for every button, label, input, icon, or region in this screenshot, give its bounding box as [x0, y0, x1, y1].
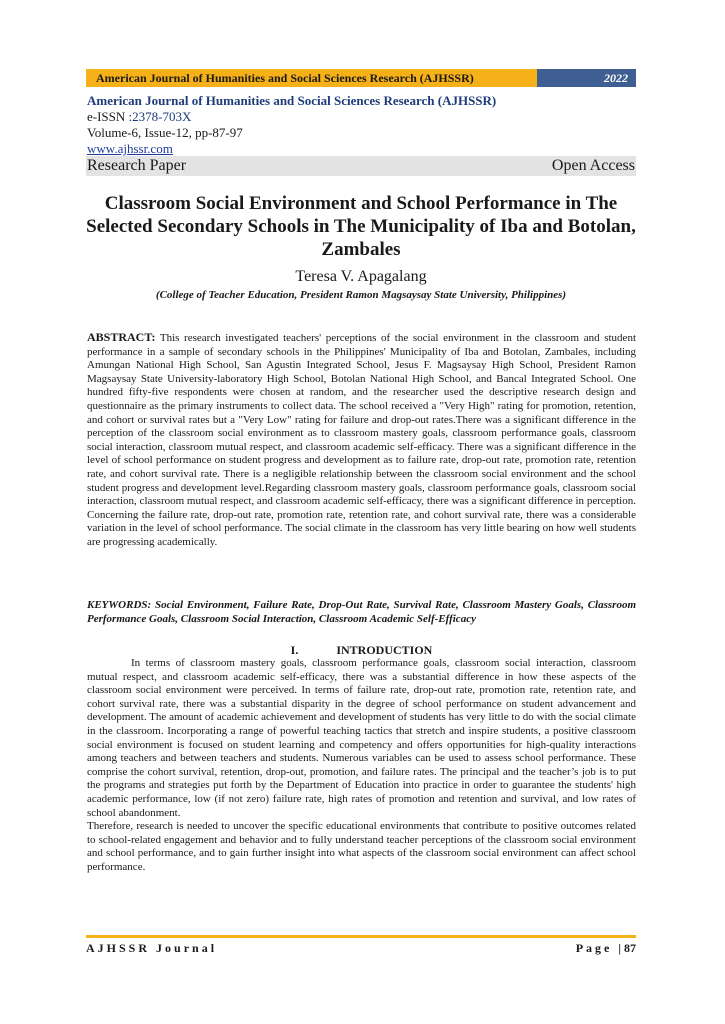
journal-bar-year: 2022 — [537, 69, 636, 87]
intro-paragraph-1: In terms of classroom mastery goals, classroom performance goals, classroom social interaction, classroom mutual respect, and classroom academic self-efficacy, there was a substantial difference in how these aspects of the classroom social environment were perceived. In terms of failure rate, drop-out rate, promotion rate, retention rate, and cohort survival rate, there was a substantial disparity in the degree of school performance on student advancement and development. The amount of academic achievement and development of students has very little to do with the social climate in the classroom. Incorporating a range of powerful teaching tactics that stretch and inspire students, a positive classroom social environment is focused on student learning and competency and offers opportunities for high-quality interactions among teachers and between teachers and students. Numerous variables can be used to assess school performance. These comprise the cohort survival, retention, drop-out, promotion, and failure rates. The principal and the teacher’s job is to put the programs and strategies put forth by the Department of Education into practice in order to guarantee the students' high academic performance, low (if not zero) failure rate, high rates of promotion and retention and survival, and low rates of school abandonment. — [87, 657, 636, 819]
intro-paragraph-2: Therefore, research is needed to uncover the specific educational environments that contribute to positive outcomes related to school-related engagement and behavior and to fully understand teacher perceptions of the classroom social environment and school performance, and to gain further insight into what aspects of the classroom social environment can affect school performance. — [87, 820, 636, 873]
introduction-body — [87, 657, 636, 875]
journal-bar-title: American Journal of Humanities and Social Sciences Research (AJHSSR) — [86, 69, 537, 87]
section-number: I. — [290, 643, 299, 657]
issn-line — [87, 109, 637, 125]
footer-divider — [86, 935, 636, 938]
page-label: Page | — [575, 941, 624, 955]
issn-label: e-ISSN : — [87, 109, 133, 124]
journal-name: American Journal of Humanities and Social Sciences Research (AJHSSR) — [87, 93, 497, 108]
paper-type-bar — [86, 156, 636, 176]
footer-page — [576, 941, 636, 956]
abstract-text: This research investigated teachers' perceptions of the social environment in the classroom and student performance in a sample of secondary schools in the Philippines' Municipality of Iba and Botolan, Zambales, including Amungan National High School, San Agustin Integrated School, Jesus F. Magsaysay High School, President Ramon Magsaysay State University-laboratory High School, Botolan National High School, and Bancal Integrated School. One hundred fifty-five respondents were chosen at random, and the researcher used the descriptive research design and questionnaire as the primary instruments to collect data. The school received a "Very High" rating for promotion, retention, and cohort or survival rates but a "Very Low" rating for failure and drop-out rates.There was a significant difference in the perception of the classroom social environment as to classroom mastery goals, classroom performance goals, classroom social interaction, classroom mutual respect, and classroom academic self-efficacy. There was a significant difference in the level of school performance on student progress and development as to failure rate, drop-out rate, promotion rate, retention rate, and cohort survival rate. There is a negligible relationship between the classroom social environment and the school student progress and development level.Regarding classroom mastery goals, classroom performance goals, classroom social interaction, classroom mutual respect, and classroom academic self-efficacy, there was a significant difference in perception. Concerning the failure rate, drop-out rate, promotion rate, retention rate, and cohort survival rate, there was a considerable variation in the level of school performance. The social climate in the classroom has very little bearing on how well students are progressing academically. — [87, 332, 636, 548]
journal-header-bar — [86, 69, 636, 87]
page-number: 87 — [624, 941, 636, 955]
author-affiliation: (College of Teacher Education, President Ramon Magsaysay State University, Philippines) — [155, 289, 567, 301]
keywords-label: KEYWORDS: — [87, 599, 152, 611]
keywords — [87, 599, 636, 626]
issn-value: 2378-703X — [132, 109, 192, 124]
volume-line: Volume-6, Issue-12, pp-87-97 — [87, 125, 243, 140]
author-name: Teresa V. Apagalang — [295, 268, 427, 285]
keywords-text: Social Environment, Failure Rate, Drop-Out Rate, Survival Rate, Classroom Mastery Goals, Classroom Performance Goals, Classroom Social Interaction, Classroom Academic Self-Efficacy — [87, 599, 637, 625]
access-type: Open Access — [551, 157, 635, 174]
paper-type: Research Paper — [87, 157, 187, 174]
page-footer — [86, 941, 636, 956]
paper-title: Classroom Social Environment and School Performance in The Selected Secondary Schools in The Municipality of Iba and Botolan, Zambales — [86, 193, 636, 260]
section-title: INTRODUCTION — [336, 643, 433, 657]
section-heading-introduction — [87, 643, 636, 657]
journal-url-link[interactable]: www.ajhssr.com — [87, 141, 173, 156]
abstract-label: ABSTRACT: — [87, 330, 156, 344]
journal-meta — [87, 93, 637, 157]
abstract — [87, 331, 636, 550]
footer-journal: AJHSSR Journal — [86, 941, 218, 955]
